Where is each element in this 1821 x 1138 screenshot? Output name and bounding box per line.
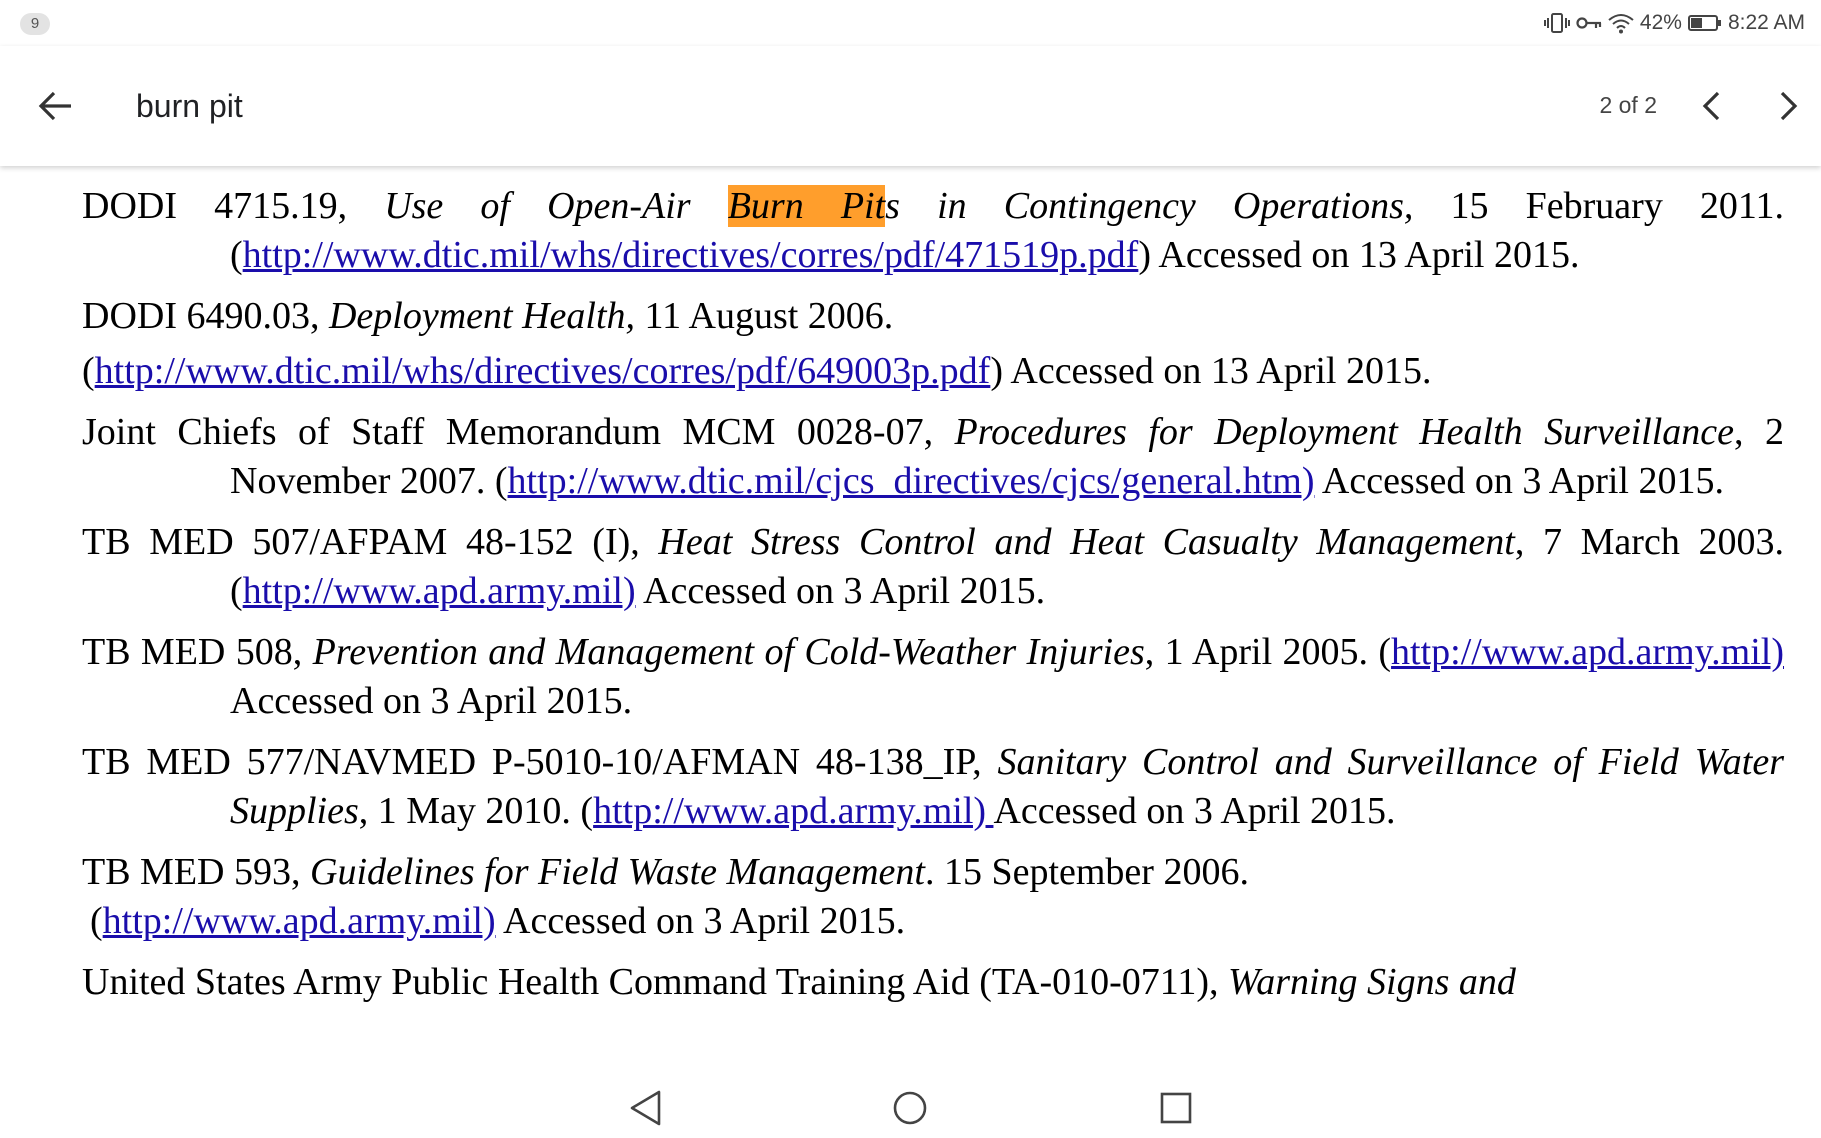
- reference-entry: TB MED 508, Prevention and Management of Cold-Weather Injuries, 1 April 2005. (http://www.apd.army.mil) Accessed on 3 April 2015.: [82, 631, 1784, 722]
- nav-recents-button[interactable]: [1156, 1088, 1196, 1128]
- search-match-highlight: Burn Pit: [727, 185, 886, 227]
- document-page[interactable]: [0, 146, 1821, 1076]
- reference-entry: TB MED 507/AFPAM 48-152 (I), Heat Stress Control and Heat Casualty Management, 7 March 2003. (http://www.apd.army.mil) Accessed on 3 April 2015.: [82, 521, 1784, 612]
- notification-count-badge: 9: [20, 13, 50, 35]
- reference-entry: DODI 6490.03, Deployment Health, 11 August 2006. (http://www.dtic.mil/whs/directives/corres/pdf/649003p.pdf) Accessed on 13 April 2015.: [82, 295, 1432, 392]
- reference-entry: Joint Chiefs of Staff Memorandum MCM 0028-07, Procedures for Deployment Health Surveillance, 2 November 2007. (http://www.dtic.mil/cjcs_directives/cjcs/general.htm) Accessed on 3 April 2015.: [82, 411, 1785, 502]
- nav-home-button[interactable]: [890, 1088, 930, 1128]
- back-triangle-icon: [626, 1088, 666, 1128]
- status-bar: [0, 0, 1821, 46]
- battery-percent: 42%: [1639, 11, 1682, 34]
- match-count: 2 of 2: [1599, 92, 1657, 118]
- reference-link[interactable]: http://www.apd.army.mil): [593, 789, 994, 832]
- clock: 8:22 AM: [1727, 11, 1805, 34]
- reference-entry: United States Army Public Health Command Training Aid (TA-010-0711), Warning Signs and: [82, 961, 1516, 1003]
- reference-link[interactable]: http://www.dtic.mil/whs/directives/corres/pdf/649003p.pdf: [94, 349, 991, 392]
- vpn-key-icon: [1576, 14, 1602, 32]
- find-query-input[interactable]: [136, 82, 1236, 130]
- find-in-document-bar: [0, 46, 1821, 166]
- reference-entry: DODI 4715.19, Use of Open-Air Burn Pits in Contingency Operations, 15 February 2011. (http://www.dtic.mil/whs/directives/corres/pdf/471519p.pdf) Accessed on 13 April 2015.: [82, 185, 1785, 276]
- chevron-left-icon: [1695, 88, 1731, 124]
- status-icons: [1544, 10, 1805, 36]
- next-match-button[interactable]: [1769, 88, 1805, 124]
- recents-square-icon: [1156, 1088, 1196, 1128]
- reference-link[interactable]: http://www.apd.army.mil): [1391, 631, 1784, 673]
- reference-entry: TB MED 593, Guidelines for Field Waste Management. 15 September 2006. (http://www.apd.army.mil) Accessed on 3 April 2015.: [82, 851, 1249, 942]
- reference-link[interactable]: http://www.apd.army.mil): [102, 899, 496, 942]
- home-circle-icon: [890, 1088, 930, 1128]
- battery-icon: [1688, 14, 1722, 32]
- chevron-right-icon: [1769, 88, 1805, 124]
- nav-back-button[interactable]: [626, 1088, 666, 1128]
- wifi-icon: [1608, 12, 1634, 34]
- reference-entry: TB MED 577/NAVMED P-5010-10/AFMAN 48-138_IP, Sanitary Control and Surveillance of Field Water Supplies, 1 May 2010. (http://www.apd.army.mil) Accessed on 3 April 2015.: [82, 741, 1784, 832]
- reference-link[interactable]: http://www.dtic.mil/whs/directives/corres/pdf/471519p.pdf: [242, 233, 1139, 276]
- back-button[interactable]: [36, 86, 76, 126]
- reference-list: [82, 182, 1784, 1020]
- reference-link[interactable]: http://www.dtic.mil/cjcs_directives/cjcs/general.htm): [507, 459, 1315, 502]
- system-navigation-bar: [0, 1076, 1821, 1138]
- vibrate-icon: [1544, 12, 1570, 34]
- previous-match-button[interactable]: [1695, 88, 1731, 124]
- back-arrow-icon: [36, 86, 76, 126]
- reference-link[interactable]: http://www.apd.army.mil): [242, 569, 636, 612]
